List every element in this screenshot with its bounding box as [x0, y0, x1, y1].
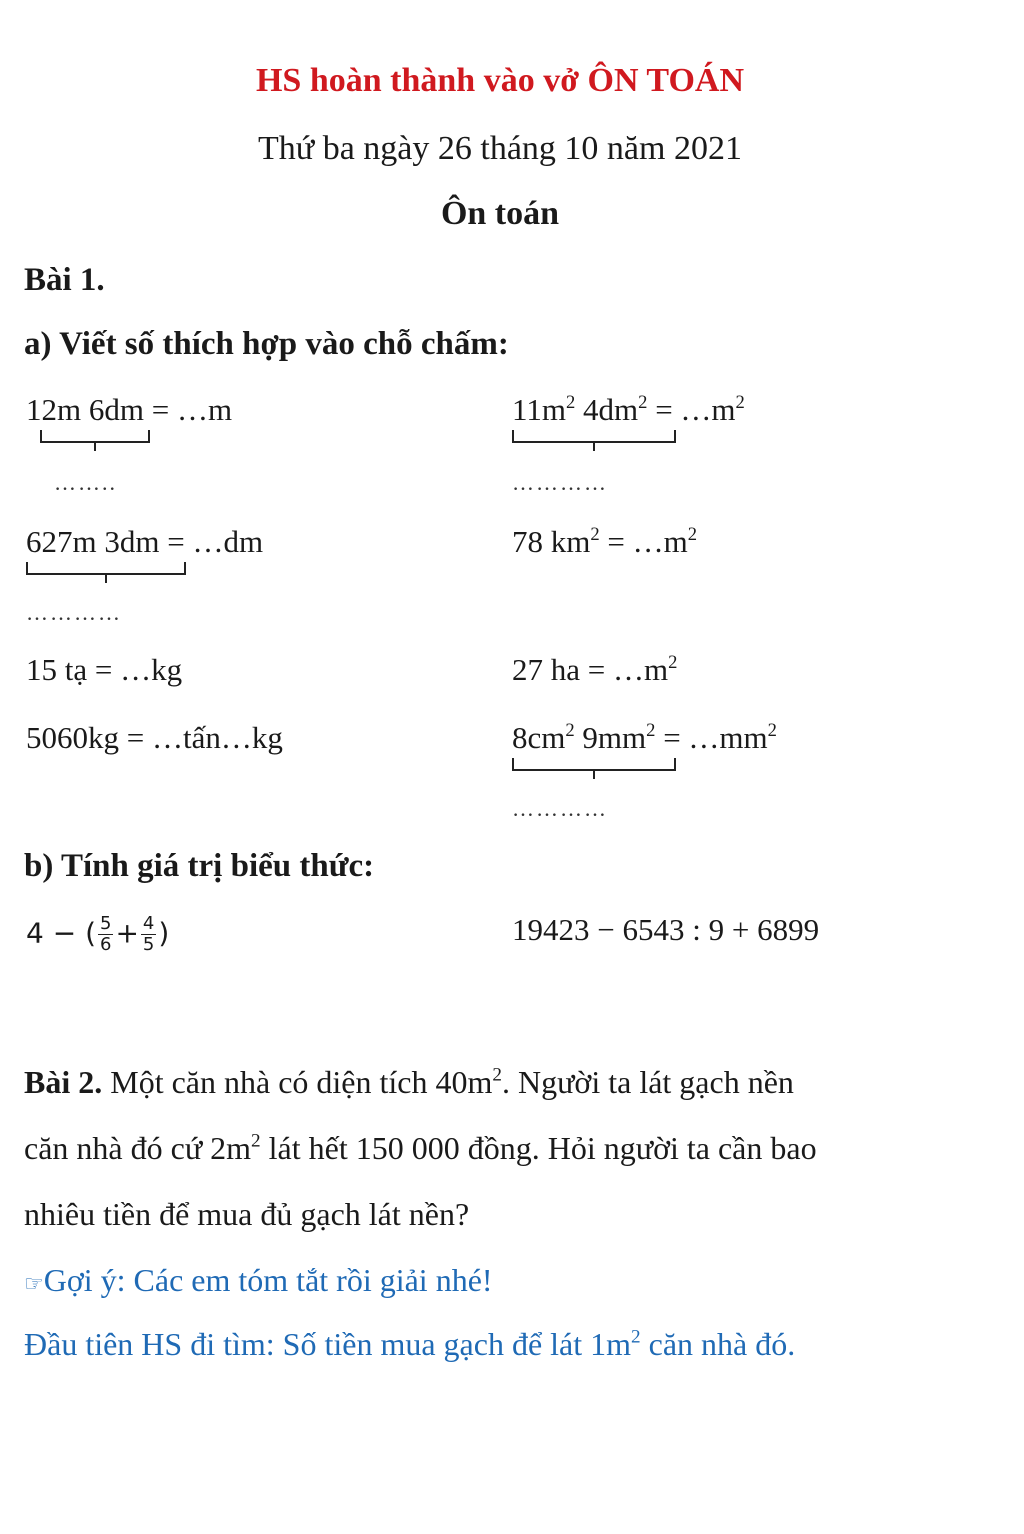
frac1-num: 5 [100, 913, 112, 934]
eq3-right: = …dm [159, 524, 264, 559]
eq8-right-sup: 2 [767, 719, 777, 741]
expr1-prefix: 4 − ( [26, 916, 96, 950]
fraction-5-6 [98, 914, 113, 955]
equation-5: 15 tạ = …kg [26, 652, 183, 687]
bai2-line1-b: . Người ta lát gạch nền [501, 1064, 794, 1100]
bai2-line-3: nhiêu tiền để mua đủ gạch lát nền? [24, 1196, 470, 1232]
part-a-title: a) Viết số thích hợp vào chỗ chấm: [24, 326, 509, 362]
brace-1 [40, 430, 150, 443]
eq8-b: 9mm [574, 720, 647, 755]
pointing-hand-icon: ☞ [24, 1272, 44, 1297]
eq3-left: 627m 3dm [26, 524, 160, 559]
expr1-suffix: ) [158, 916, 170, 950]
eq2-a-sup: 2 [565, 391, 576, 413]
bai2-label: Bài 2. [24, 1064, 103, 1100]
equation-7: 5060kg = …tấn…kg [26, 720, 283, 755]
eq4-right-sup: 2 [687, 523, 698, 545]
eq2-right-sup: 2 [735, 391, 745, 413]
dots-1[interactable]: …….. [54, 470, 117, 495]
first-step-a: Đầu tiên HS đi tìm: Số tiền mua gạch để lát 1m [24, 1326, 632, 1362]
frac2-num: 4 [142, 913, 155, 934]
equation-2 [512, 392, 745, 428]
bai2-line1-a: Một căn nhà có diện tích 40m [102, 1064, 493, 1100]
brace-2 [512, 430, 676, 443]
bai2-line2-b: lát hết 150 000 đồng. Hỏi người ta cần bao [260, 1130, 817, 1166]
eq4-a: 78 km [512, 524, 591, 559]
frac2-den: 5 [142, 934, 155, 955]
expression-1 [26, 914, 169, 955]
equation-4 [512, 524, 697, 560]
eq2-b: 4dm [575, 392, 639, 427]
expr1-plus: + [115, 916, 139, 950]
dots-3[interactable]: ………… [26, 600, 122, 625]
fraction-4-5 [141, 914, 156, 955]
first-step-sup: 2 [631, 1326, 641, 1348]
part-b-title: b) Tính giá trị biểu thức: [24, 848, 375, 884]
dots-2[interactable]: ………… [512, 470, 608, 495]
equation-3 [26, 524, 263, 560]
first-step-b: căn nhà đó. [640, 1326, 796, 1362]
bai2-line2-a: căn nhà đó cứ 2m [24, 1130, 252, 1166]
bai1-heading: Bài 1. [24, 262, 105, 298]
eq4-a-sup: 2 [590, 523, 600, 545]
subtitle: Ôn toán [440, 195, 560, 232]
date-line: Thứ ba ngày 26 tháng 10 năm 2021 [258, 130, 742, 167]
brace-3 [26, 562, 186, 575]
brace-8 [512, 758, 676, 771]
equation-1-left: 12m 6dm [26, 392, 144, 427]
equation-8 [512, 720, 777, 756]
bai2-line-1 [24, 1064, 794, 1101]
eq2-a: 11m [512, 392, 566, 427]
dots-8[interactable]: ………… [512, 796, 608, 821]
eq6-a-sup: 2 [668, 651, 678, 673]
eq8-right: = …mm [655, 720, 768, 755]
eq2-b-sup: 2 [638, 391, 648, 413]
bai2-line2-sup: 2 [251, 1130, 261, 1152]
equation-1-right: = …m [143, 392, 233, 427]
hint-line [24, 1262, 493, 1299]
equation-1 [26, 392, 232, 428]
eq8-b-sup: 2 [646, 719, 656, 741]
eq8-a-sup: 2 [565, 719, 575, 741]
expression-2: 19423 − 6543 : 9 + 6899 [512, 912, 820, 947]
equation-6 [512, 652, 677, 688]
eq8-a: 8cm [512, 720, 566, 755]
eq4-right: = …m [599, 524, 688, 559]
bai2-line-2 [24, 1130, 817, 1167]
first-step-line [24, 1326, 795, 1363]
frac1-den: 6 [100, 934, 112, 955]
page-header-title: HS hoàn thành vào vở ÔN TOÁN [255, 62, 745, 99]
hint-text: Gợi ý: Các em tóm tắt rồi giải nhé! [43, 1262, 493, 1298]
eq2-right: = …m [647, 392, 736, 427]
eq6-a: 27 ha = …m [512, 652, 669, 687]
bai2-line1-sup: 2 [492, 1064, 502, 1086]
